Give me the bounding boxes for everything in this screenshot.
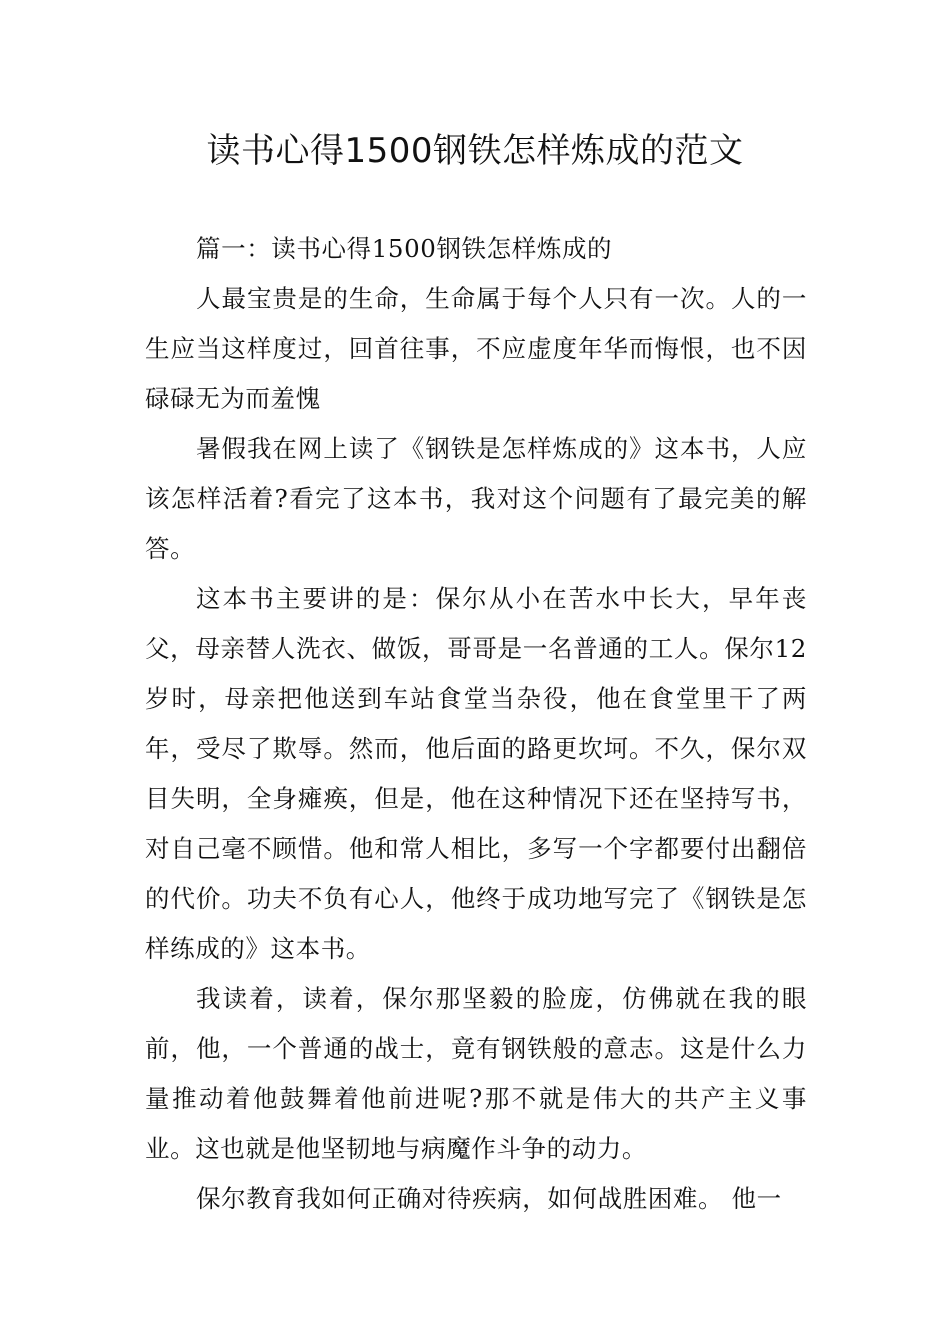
paragraph: 保尔教育我如何正确对待疾病，如何战胜困难。 他一 (196, 1184, 782, 1213)
document-title: 读书心得1500钢铁怎样炼成的范文 (206, 131, 744, 171)
paragraph: 人最宝贵是的生命，生命属于每个人只有一次。人的一生应当这样度过，回首往事，不应虚度年华而悔恨，也不因碌碌无为而羞愧 (145, 284, 807, 413)
paragraph: 我读着，读着，保尔那坚毅的脸庞，仿佛就在我的眼前，他，一个普通的战士，竟有钢铁般的意志。这是什么力量推动着他鼓舞着他前进呢?那不就是伟大的共产主义事业。这也就是他坚韧地与病魔作斗争的动力。 (145, 984, 807, 1163)
paragraph: 这本书主要讲的是：保尔从小在苦水中长大，早年丧父，母亲替人洗衣、做饭，哥哥是一名普通的工人。保尔12岁时，母亲把他送到车站食堂当杂役，他在食堂里干了两年，受尽了欺辱。然而，他后面的路更坎坷。不久，保尔双目失明，全身瘫痪，但是，他在这种情况下还在坚持写书，对自己毫不顾惜。他和常人相比，多写一个字都要付出翻倍的代价。功夫不负有心人，他终于成功地写完了《钢铁是怎样练成的》这本书。 (145, 584, 807, 963)
paragraph: 暑假我在网上读了《钢铁是怎样炼成的》这本书，人应该怎样活着?看完了这本书，我对这个问题有了最完美的解答。 (145, 434, 807, 563)
paragraph-section-heading: 篇一：读书心得1500钢铁怎样炼成的 (196, 234, 613, 263)
document-body (145, 224, 807, 1224)
